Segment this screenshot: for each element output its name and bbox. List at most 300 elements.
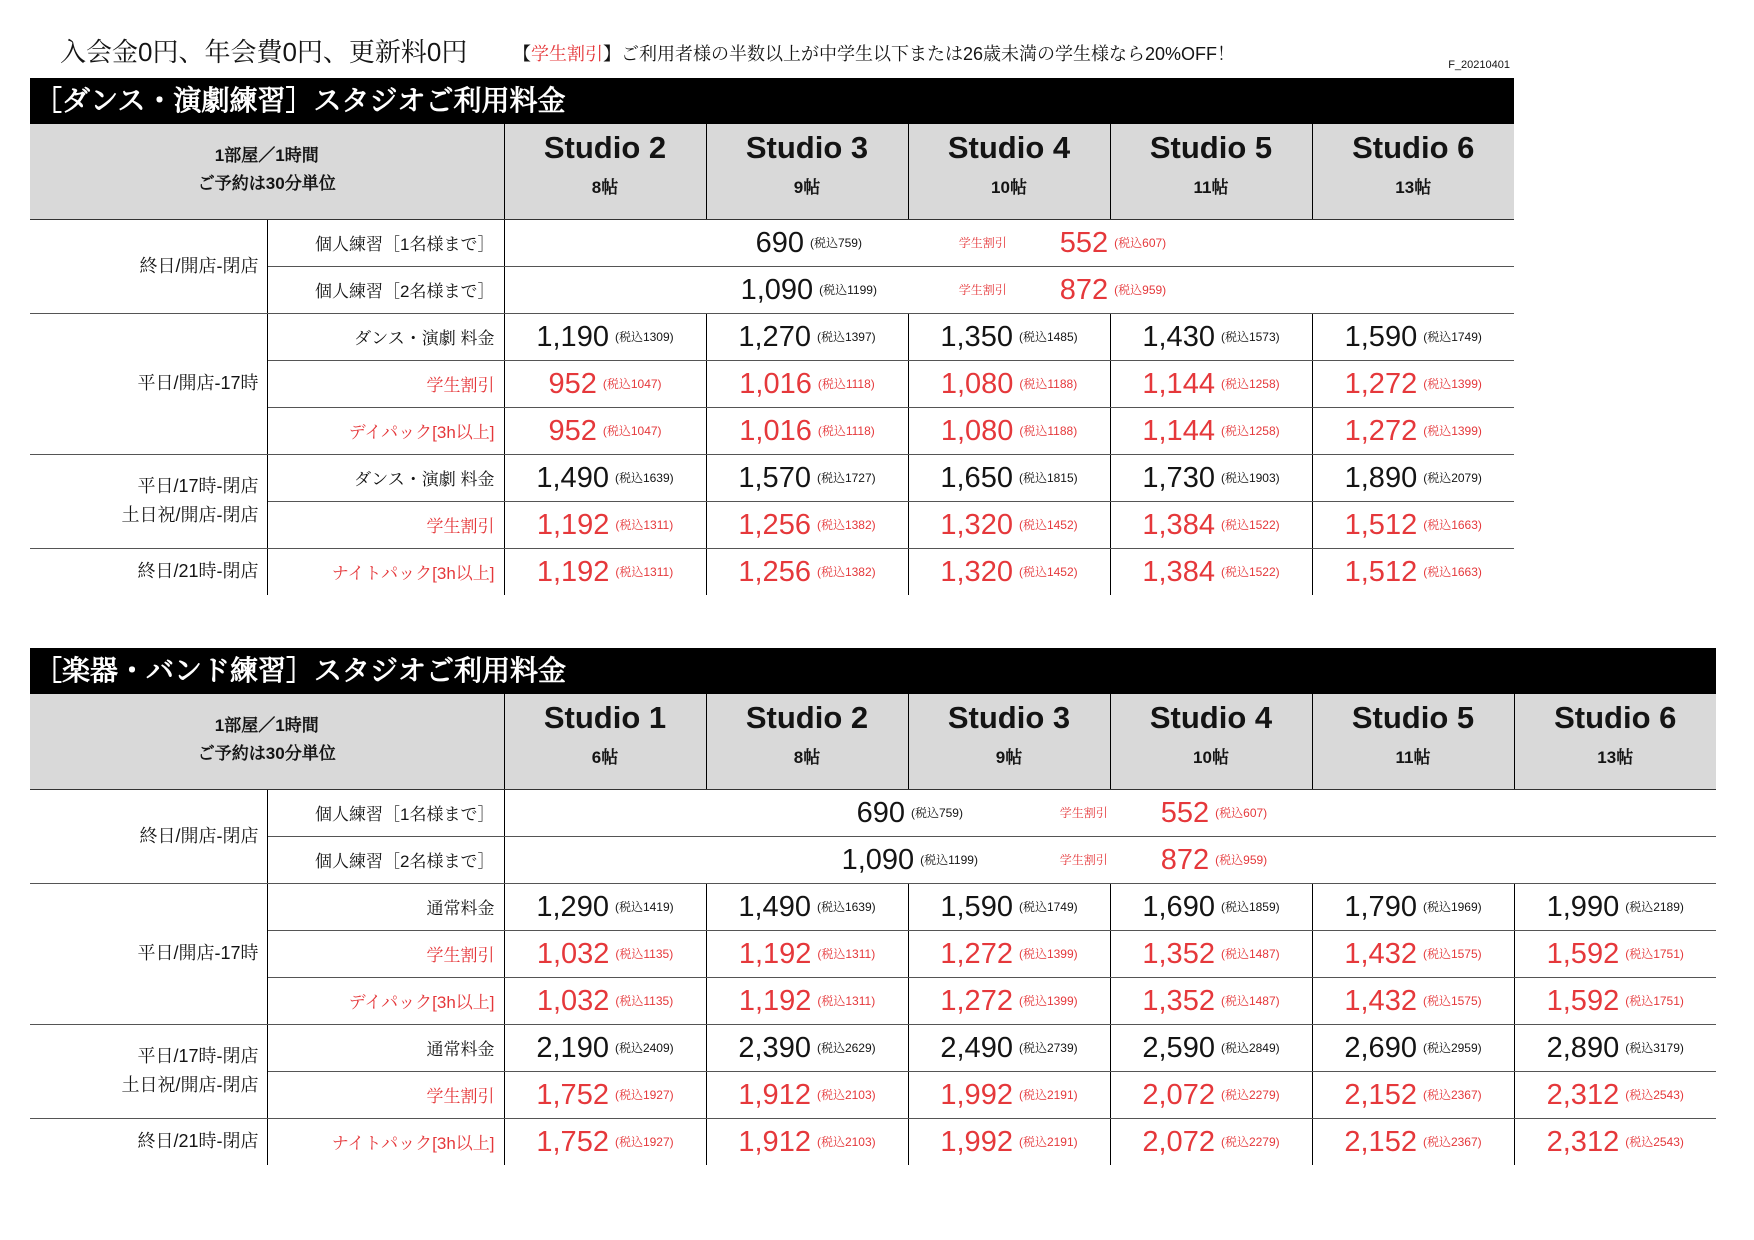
price-tax-included: (税込1118) xyxy=(817,376,875,391)
price-cell xyxy=(1110,313,1312,360)
price-tax-included: (税込1399) xyxy=(1018,946,1078,961)
studio-header xyxy=(1110,694,1312,789)
price xyxy=(909,937,1110,971)
price-tax-included: (税込1311) xyxy=(615,517,674,532)
price-cell xyxy=(1514,883,1716,930)
price xyxy=(1313,414,1515,448)
price xyxy=(1111,984,1312,1018)
price-amount: 1,432 xyxy=(1344,937,1417,970)
price-tax-included: (税込1452) xyxy=(1018,517,1078,532)
price-tax-included: (税込1749) xyxy=(1423,329,1482,344)
price-cell xyxy=(504,454,706,501)
price xyxy=(1515,937,1717,971)
price-amount: 1,350 xyxy=(940,320,1013,353)
unit-note-cell xyxy=(30,124,504,219)
price-row xyxy=(30,836,1716,883)
room-hour-unit-label: 1部屋／1時間 xyxy=(214,146,319,165)
regular-rate xyxy=(719,273,899,307)
price-amount: 2,072 xyxy=(1142,1125,1215,1158)
time-slot-line: 土日祝/開店-閉店 xyxy=(121,505,259,525)
price-cell xyxy=(1110,930,1312,977)
time-slot-line: 終日/21時-閉店 xyxy=(137,1131,259,1152)
note-discount-label: 学生割引 xyxy=(531,44,603,64)
price xyxy=(1515,984,1717,1018)
price-cell xyxy=(908,977,1110,1024)
price-cell xyxy=(908,1071,1110,1118)
price-tax-included: (税込2959) xyxy=(1422,1040,1482,1055)
price-tax-included: (税込2849) xyxy=(1220,1040,1280,1055)
price-amount: 1,144 xyxy=(1142,414,1215,447)
price-cell xyxy=(706,1071,908,1118)
price-cell xyxy=(706,977,908,1024)
price-cell xyxy=(908,501,1110,548)
price-tax-included: (税込2189) xyxy=(1625,899,1684,914)
price-tax-included: (税込2103) xyxy=(816,1087,876,1102)
time-slot-label xyxy=(30,313,267,454)
price-amount: 2,152 xyxy=(1344,1125,1417,1158)
price xyxy=(1313,890,1514,924)
section-title: ［楽器・バンド練習］スタジオご利用料金 xyxy=(30,648,1716,694)
price-amount: 1,990 xyxy=(1546,890,1620,923)
price-tax-included: (税込2629) xyxy=(816,1040,876,1055)
room-hour-unit-label: 1部屋／1時間 xyxy=(214,716,319,735)
rate-type-label: デイパック[3h以上] xyxy=(267,977,504,1024)
price-tax-included: (税込1309) xyxy=(614,329,674,344)
price xyxy=(1111,937,1312,971)
price-cell xyxy=(1312,360,1514,407)
price xyxy=(505,984,706,1018)
price-cell xyxy=(1110,501,1312,548)
rate-type-label: 個人練習［2名様まで］ xyxy=(267,266,504,313)
price-cell xyxy=(504,1118,706,1165)
price-cell xyxy=(1312,883,1514,930)
price-amount: 1,430 xyxy=(1142,320,1215,353)
price xyxy=(505,1125,706,1159)
price-amount: 2,890 xyxy=(1546,1031,1620,1064)
price-amount: 1,490 xyxy=(738,890,811,923)
price xyxy=(707,1078,908,1112)
discount-tax-included: (税込959) xyxy=(1114,282,1167,297)
price-cell xyxy=(504,930,706,977)
price xyxy=(1313,984,1514,1018)
personal-rate xyxy=(505,796,1717,830)
price-cell xyxy=(504,501,706,548)
price-cell xyxy=(706,883,908,930)
price-tax-included: (税込1727) xyxy=(816,470,876,485)
time-slot-line: 平日/開店-17時 xyxy=(137,373,259,393)
price-cell xyxy=(908,360,1110,407)
price-amount: 2,590 xyxy=(1142,1031,1215,1064)
price-amount: 1,032 xyxy=(536,937,610,970)
time-slot-label xyxy=(30,883,267,1024)
price-tax-included: (税込1522) xyxy=(1220,517,1280,532)
price-row xyxy=(30,1118,1716,1165)
student-discount-note xyxy=(513,43,1235,65)
price xyxy=(1111,320,1312,354)
price xyxy=(707,1125,908,1159)
note-bracket-open: 【 xyxy=(513,44,531,64)
studio-header xyxy=(1312,694,1514,789)
price-tax-included: (税込2409) xyxy=(614,1040,674,1055)
studio-size: 9帖 xyxy=(793,178,821,197)
price xyxy=(909,1125,1110,1159)
price-tax-included: (税込1047) xyxy=(602,376,662,391)
price-row xyxy=(30,313,1514,360)
price-tax-included: (税込1188) xyxy=(1019,376,1078,391)
price-cell xyxy=(1312,548,1514,595)
price-amount: 2,312 xyxy=(1546,1125,1620,1158)
discount-price-amount: 872 xyxy=(1059,273,1109,306)
rate-type-label: ナイトパック[3h以上] xyxy=(331,564,495,584)
price-amount: 2,072 xyxy=(1142,1078,1215,1111)
price-amount: 1,912 xyxy=(738,1125,811,1158)
price-amount: 1,490 xyxy=(536,461,609,494)
personal-rate-cell xyxy=(504,266,1514,313)
price-cell xyxy=(1110,454,1312,501)
price-tax-included: (税込2279) xyxy=(1220,1087,1280,1102)
price-tax-included: (税込1487) xyxy=(1220,993,1280,1008)
price-amount: 1,592 xyxy=(1546,937,1620,970)
price xyxy=(505,937,706,971)
price-tax-included: (税込2367) xyxy=(1422,1087,1482,1102)
price-tax-included: (税込1311) xyxy=(817,946,876,961)
price xyxy=(1313,1078,1514,1112)
price-tax-included: (税込1487) xyxy=(1220,946,1280,961)
studio-size: 9帖 xyxy=(995,748,1023,767)
price-cell xyxy=(1110,360,1312,407)
price-cell xyxy=(1110,548,1312,595)
personal-rate xyxy=(505,843,1717,877)
studio-name: Studio 6 xyxy=(1554,700,1677,735)
time-slot-label xyxy=(30,1024,267,1118)
price-tax-included: (税込1927) xyxy=(614,1087,674,1102)
price xyxy=(1111,414,1312,448)
price-cell xyxy=(1110,1024,1312,1071)
price xyxy=(909,984,1110,1018)
price xyxy=(1515,890,1717,924)
price-amount: 1,752 xyxy=(536,1078,609,1111)
price-tax-included: (税込1575) xyxy=(1422,946,1482,961)
studio-name: Studio 2 xyxy=(543,130,667,165)
price-row xyxy=(30,930,1716,977)
price-tax-included: (税込1452) xyxy=(1018,564,1078,579)
price xyxy=(505,890,706,924)
price-tax-included: (税込1573) xyxy=(1220,329,1280,344)
price-cell xyxy=(908,548,1110,595)
price-row xyxy=(30,454,1514,501)
personal-rate-cell xyxy=(504,836,1716,883)
price-row xyxy=(30,977,1716,1024)
price-amount: 690 xyxy=(856,796,905,829)
studio-header xyxy=(504,124,706,219)
regular-rate xyxy=(820,796,1000,830)
price-amount: 1,090 xyxy=(740,273,814,306)
price-tax-included: (税込1199) xyxy=(920,852,978,867)
price-table xyxy=(30,694,1716,1165)
price-tax-included: (税込2079) xyxy=(1423,470,1482,485)
price-tax-included: (税込1135) xyxy=(615,946,674,961)
price-tax-included: (税込1815) xyxy=(1018,470,1078,485)
price-amount: 1,690 xyxy=(1142,890,1215,923)
discount-price-amount: 872 xyxy=(1160,843,1210,876)
price-cell xyxy=(706,360,908,407)
student-discount-label: 学生割引 xyxy=(1059,852,1108,867)
price-tax-included: (税込1663) xyxy=(1423,517,1482,532)
price-cell xyxy=(1312,454,1514,501)
price-amount: 1,512 xyxy=(1344,555,1418,588)
price xyxy=(707,320,908,354)
price-amount: 1,190 xyxy=(536,320,609,353)
price-cell xyxy=(706,930,908,977)
price-amount: 1,192 xyxy=(738,984,812,1017)
personal-rate xyxy=(505,273,1515,307)
price xyxy=(1313,937,1514,971)
student-discount-label: 学生割引 xyxy=(1059,805,1108,820)
price-amount: 1,192 xyxy=(536,508,610,541)
price-amount: 1,080 xyxy=(940,367,1014,400)
studio-header xyxy=(504,694,706,789)
price-amount: 1,192 xyxy=(738,937,812,970)
price xyxy=(505,461,706,495)
price-cell xyxy=(1514,930,1716,977)
price-cell xyxy=(504,407,706,454)
rate-type-label: 個人練習［1名様まで］ xyxy=(267,219,504,266)
price xyxy=(1515,1031,1717,1065)
time-slot-line: 平日/開店-17時 xyxy=(137,943,259,963)
rate-type-label: デイパック[3h以上] xyxy=(267,407,504,454)
price-cell xyxy=(1312,313,1514,360)
band-studio-pricing xyxy=(30,648,1716,1165)
price-cell xyxy=(908,407,1110,454)
price-cell xyxy=(504,548,706,595)
studio-size: 11帖 xyxy=(1395,748,1431,767)
price-amount: 2,390 xyxy=(738,1031,811,1064)
booking-unit-label: ご予約は30分単位 xyxy=(197,174,336,193)
studio-size: 8帖 xyxy=(793,748,821,767)
studio-size: 8帖 xyxy=(591,178,619,197)
price-cell xyxy=(504,883,706,930)
fees-summary: 入会金0円、年会費0円、更新料0円 xyxy=(60,37,468,67)
price-amount: 1,590 xyxy=(1344,320,1418,353)
price xyxy=(707,414,908,448)
price-tax-included: (税込1522) xyxy=(1220,564,1280,579)
price-amount: 952 xyxy=(548,367,597,400)
price-cell xyxy=(1514,1118,1716,1165)
discount-price-amount: 552 xyxy=(1160,796,1210,829)
price xyxy=(1111,555,1312,589)
price-table xyxy=(30,124,1514,595)
price xyxy=(505,414,706,448)
price xyxy=(707,937,908,971)
price-amount: 2,312 xyxy=(1546,1078,1620,1111)
price-row xyxy=(30,883,1716,930)
rate-type-label: ダンス・演劇 料金 xyxy=(267,313,504,360)
price-tax-included: (税込1382) xyxy=(816,564,876,579)
price-tax-included: (税込1749) xyxy=(1018,899,1078,914)
price xyxy=(1111,890,1312,924)
price-tax-included: (税込1639) xyxy=(614,470,674,485)
price-amount: 1,730 xyxy=(1142,461,1215,494)
price xyxy=(1111,508,1312,542)
studio-header xyxy=(1110,124,1312,219)
rate-type-label: 学生割引 xyxy=(267,930,504,977)
price-tax-included: (税込2543) xyxy=(1625,1134,1684,1149)
personal-rate-cell xyxy=(504,219,1514,266)
price-amount: 1,352 xyxy=(1142,984,1215,1017)
price xyxy=(1111,367,1312,401)
price-amount: 1,912 xyxy=(738,1078,811,1111)
price-tax-included: (税込2191) xyxy=(1018,1087,1078,1102)
studio-size: 6帖 xyxy=(591,748,619,767)
studio-size: 10帖 xyxy=(991,178,1027,197)
studio-size: 11帖 xyxy=(1193,178,1229,197)
studio-header xyxy=(706,124,908,219)
price-tax-included: (税込1311) xyxy=(615,564,674,579)
price xyxy=(1111,1031,1312,1065)
price-tax-included: (税込1663) xyxy=(1423,564,1482,579)
price xyxy=(1515,1078,1717,1112)
student-discount-rate xyxy=(1161,796,1401,830)
price-amount: 1,320 xyxy=(940,555,1013,588)
price-cell xyxy=(706,407,908,454)
price xyxy=(1313,461,1515,495)
price-tax-included: (税込1859) xyxy=(1220,899,1280,914)
regular-rate xyxy=(719,226,899,260)
price-amount: 1,650 xyxy=(940,461,1013,494)
price xyxy=(1313,367,1515,401)
price-amount: 1,090 xyxy=(841,843,915,876)
price-tax-included: (税込3179) xyxy=(1625,1040,1684,1055)
price-tax-included: (税込1751) xyxy=(1625,946,1684,961)
price-amount: 1,290 xyxy=(536,890,609,923)
studio-size: 13帖 xyxy=(1395,178,1432,197)
price-row xyxy=(30,219,1514,266)
studio-header xyxy=(908,124,1110,219)
price-tax-included: (税込1188) xyxy=(1019,423,1078,438)
studio-size: 13帖 xyxy=(1597,748,1634,767)
price xyxy=(707,1031,908,1065)
price-cell xyxy=(908,1118,1110,1165)
price-cell xyxy=(1514,1071,1716,1118)
price-cell xyxy=(706,1118,908,1165)
rate-type-label: 学生割引 xyxy=(267,501,504,548)
time-slot-label xyxy=(30,548,267,595)
price-cell xyxy=(504,1071,706,1118)
time-slot-label xyxy=(30,1118,267,1165)
price-amount: 1,890 xyxy=(1344,461,1418,494)
time-slot-line: 土日祝/開店-閉店 xyxy=(121,1075,259,1095)
time-slot-label xyxy=(30,219,267,313)
price-cell xyxy=(504,1024,706,1071)
price-amount: 1,432 xyxy=(1344,984,1417,1017)
price xyxy=(909,508,1110,542)
price-amount: 690 xyxy=(755,226,804,259)
price-tax-included: (税込2191) xyxy=(1018,1134,1078,1149)
price xyxy=(1111,1078,1312,1112)
student-discount-rate xyxy=(1060,273,1300,307)
price-amount: 1,570 xyxy=(738,461,811,494)
price-tax-included: (税込1047) xyxy=(602,423,662,438)
header-row xyxy=(30,124,1514,219)
price-cell xyxy=(1110,407,1312,454)
price-amount: 1,384 xyxy=(1142,508,1215,541)
regular-rate xyxy=(820,843,1000,877)
price-tax-included: (税込1575) xyxy=(1422,993,1482,1008)
price-tax-included: (税込1258) xyxy=(1220,423,1280,438)
price-cell xyxy=(1312,1118,1514,1165)
studio-size: 10帖 xyxy=(1193,748,1229,767)
studio-name: Studio 6 xyxy=(1352,130,1475,165)
price xyxy=(1515,1125,1717,1159)
rate-type-label: ダンス・演劇 料金 xyxy=(267,454,504,501)
price-amount: 1,384 xyxy=(1142,555,1215,588)
price-cell xyxy=(908,883,1110,930)
price xyxy=(707,984,908,1018)
student-discount-rate xyxy=(1060,226,1300,260)
price-cell xyxy=(1312,1024,1514,1071)
price-tax-included: (税込2279) xyxy=(1220,1134,1280,1149)
studio-header xyxy=(908,694,1110,789)
studio-header xyxy=(1312,124,1514,219)
price-amount: 1,256 xyxy=(738,508,811,541)
rate-type-label: 学生割引 xyxy=(267,360,504,407)
price-amount: 1,992 xyxy=(940,1125,1013,1158)
rate-type-label: ナイトパック[3h以上] xyxy=(331,1134,495,1154)
note-discount-text: 】ご利用者様の半数以上が中学生以下または26歳未満の学生様なら20%OFF！ xyxy=(603,44,1236,64)
price-tax-included: (税込1258) xyxy=(1220,376,1280,391)
price xyxy=(505,320,706,354)
studio-name: Studio 5 xyxy=(1149,130,1273,165)
price-tax-included: (税込759) xyxy=(809,235,862,250)
price-cell xyxy=(1514,1024,1716,1071)
price xyxy=(1313,320,1515,354)
price-row xyxy=(30,548,1514,595)
price xyxy=(909,414,1110,448)
price xyxy=(909,320,1110,354)
personal-rate xyxy=(505,226,1515,260)
price-tax-included: (税込1135) xyxy=(615,993,674,1008)
header-row xyxy=(30,694,1716,789)
price-cell xyxy=(504,977,706,1024)
price xyxy=(707,367,908,401)
price-tax-included: (税込1751) xyxy=(1625,993,1684,1008)
price xyxy=(707,461,908,495)
time-slot-label xyxy=(30,454,267,548)
time-slot-label xyxy=(30,789,267,883)
price-amount: 1,992 xyxy=(940,1078,1013,1111)
price xyxy=(909,555,1110,589)
student-discount-label: 学生割引 xyxy=(958,235,1007,250)
price xyxy=(1111,461,1312,495)
price xyxy=(1313,1031,1514,1065)
price xyxy=(505,1031,706,1065)
price-amount: 1,592 xyxy=(1546,984,1620,1017)
price-cell xyxy=(706,1024,908,1071)
price-tax-included: (税込1118) xyxy=(817,423,875,438)
price-amount: 2,190 xyxy=(536,1031,609,1064)
document-code: F_20210401 xyxy=(1448,59,1510,71)
price-cell xyxy=(1110,883,1312,930)
price-amount: 1,272 xyxy=(940,937,1013,970)
price-cell xyxy=(706,313,908,360)
price xyxy=(707,508,908,542)
price-cell xyxy=(1312,501,1514,548)
price xyxy=(1313,1125,1514,1159)
dance-studio-pricing xyxy=(30,78,1514,595)
time-slot-line: 終日/開店-閉店 xyxy=(139,825,259,846)
studio-name: Studio 1 xyxy=(543,700,667,735)
price-amount: 1,032 xyxy=(536,984,610,1017)
